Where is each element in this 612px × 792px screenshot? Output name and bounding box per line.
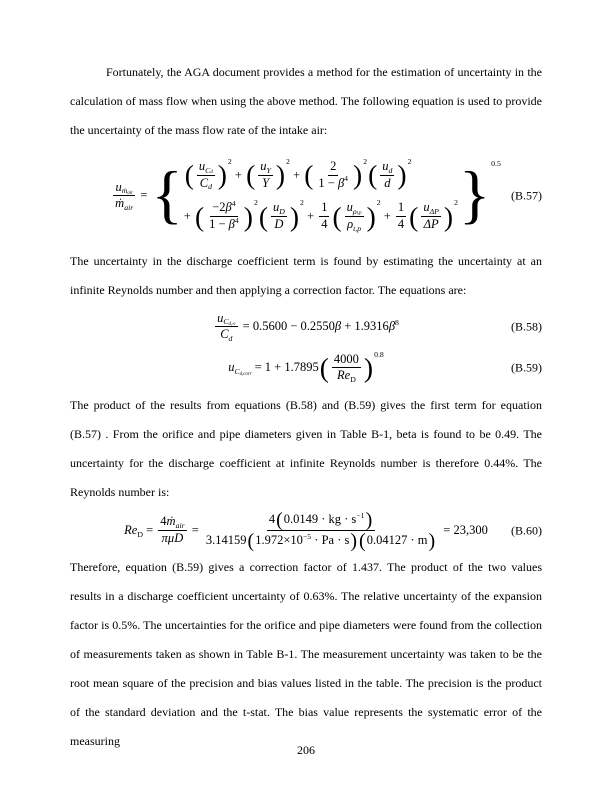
page-number: 206 [297, 743, 315, 757]
equation-b59 [70, 349, 542, 385]
paragraph-correction-factor: Therefore, equation (B.59) gives a correction factor of 1.437. The product of the two values results in a discharge coefficient uncertainty of 0.63%. The relative uncertainty of the expansion factor is 0.5%. The uncertainties for the orifice and pipe diameters were found from the collection of measurements taken as shown in Table B-1. The measurement uncertainty was taken to be the root mean square of the precision and bias values listed in the table. The precision is the product of the standard deviation and the t-stat. The bias value represents the systematic error of the measuring [70, 560, 542, 748]
equation-b60-label: (B.60) [511, 523, 542, 537]
equation-b57-math: u ṁ air ṁ air = { ( u C d C d ) 2 + ( u Y Y ) 2 + ( 2 1 − β 4 ) 2 ( u d d ) 2 + ( −2 β 4 1 − β 4 ) 2 ( u D D ) 2 + $\frac{1}{4}$ ( u ρ t,p ρ t,p ) 2 + $\frac{1}{4}$ ( u ΔP ΔP ) 2 } 0.5 [115, 156, 501, 233]
paragraph-intro: Fortunately, the AGA document provides a method for the estimation of uncertainty in the calculation of mass flow when using the above method. The following equation is used to provide the uncertainty of the mass flow rate of the intake air: [70, 65, 542, 137]
equation-b59-label: (B.59) [511, 360, 542, 375]
equation-b58-label: (B.58) [511, 319, 542, 334]
equation-b60 [70, 510, 542, 551]
equation-b59-math: u C d,corr = 1 + 1.7895 ( 4000 Re D ) 0.8 [228, 349, 384, 385]
equation-b58 [70, 311, 542, 343]
equation-b58-math: u C d,∞ C d = 0.5600 − 0.2550 β + 1.9316 β 8 [217, 310, 399, 343]
page-content [70, 58, 542, 756]
equation-b57-label: (B.57) [511, 188, 542, 203]
paragraph-beta-reynolds: The product of the results from equations (B.58) and (B.59) gives the first term for equation (B.57) . From the orifice and pipe diameters given in Table B-1, beta is found to be 0.49. The uncertainty for the discharge coefficient at infinite Reynolds number is therefore 0.44%. The Reynolds number is: [70, 398, 542, 499]
equation-b57 [70, 156, 542, 233]
paragraph-discharge-coefficient: The uncertainty in the discharge coefficient term is found by estimating the uncertainty at an infinite Reynolds number and then applying a correction factor. The equations are: [70, 253, 542, 297]
equation-b60-math: Re D = 4 ṁ air πμD = 4 ( 0.0149 · kg · s −1 ) 3.14159 ( 1.972×10 −5 · Pa · s ) ( 0.04127 · m ) = 23,300 [124, 509, 488, 552]
